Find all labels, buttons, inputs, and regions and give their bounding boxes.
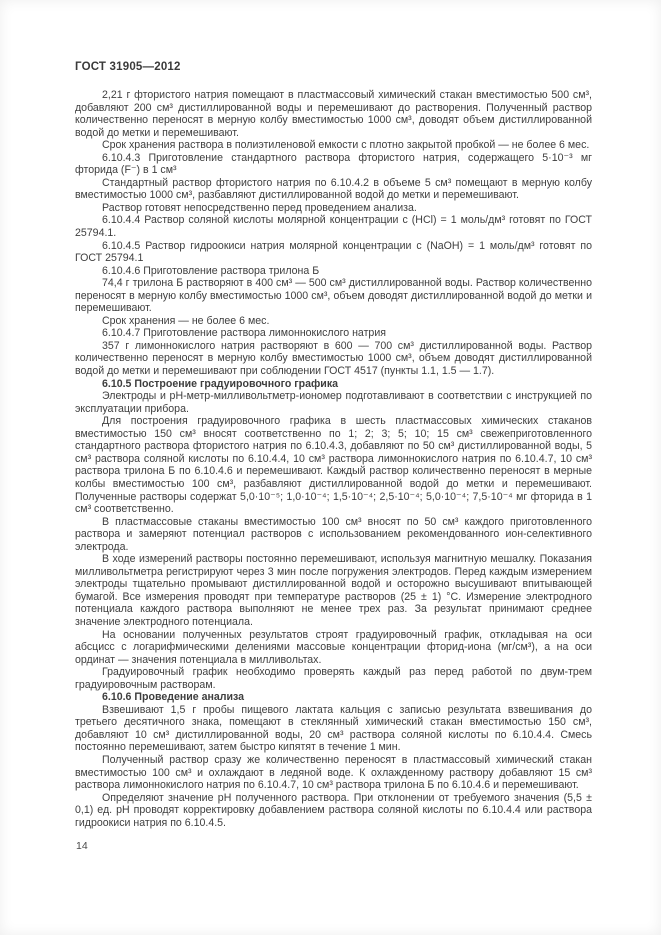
paragraph: 2,21 г фтористого натрия помещают в пластмассовый химический стакан вместимостью 500 см³, добавляют 200 см³ дистиллированной воды и перемешивают до растворения. Полученный раствор количественно переносят в мерную колбу вместимостью 1000 см³, доводят объем дистиллированной водой до метки и перемешивают. (75, 89, 592, 139)
section-heading: 6.10.5 Построение градуировочного графика (102, 377, 339, 390)
paragraph: Градуировочный график необходимо проверять каждый раз перед работой по двум-трем градуировочным растворам. (75, 666, 592, 691)
paragraph: Стандартный раствор фтористого натрия по 6.10.4.2 в объеме 5 см³ помещают в мерную колбу вместимостью 1000 см³, разбавляют дистиллированной водой до метки и перемешивают. (75, 176, 592, 202)
paragraph: Срок хранения раствора в полиэтиленовой емкости с плотно закрытой пробкой — не более 6 мес. (102, 139, 590, 152)
paragraph: 6.10.4.7 Приготовление раствора лимоннокислого натрия (102, 327, 386, 340)
document-body (75, 89, 592, 829)
paragraph: Для построения градуировочного графика в шесть пластмассовых химических стаканов вместимостью 150 см³ вносят соответственно по 1; 2; 3; 5; 10; 15 см³ свежеприготовленного стандартного раствора фтористого натрия по 6.10.4.3, добавляют по 50 см³ дистиллированной воды, 5 см³ раствора соляной кислоты по 6.10.4.4, 10 см³ раствора лимоннокислого натрия по 6.10.4.7, 10 см³ раствора трилона Б по 6.10.4.6 и перемешивают. Каждый раствор количественно переносят в мерные колбы вместимостью 100 см³, разбавляют дистиллированной водой до метки и перемешивают. Полученные растворы содержат 5,0·10⁻⁵; 1,0·10⁻⁴; 1,5·10⁻⁴; 2,5·10⁻⁴; 5,0·10⁻⁴; 7,5·10⁻⁴ мг фторида в 1 см³ соответственно. (75, 415, 592, 516)
paragraph: 6.10.4.4 Раствор соляной кислоты молярной концентрации с (HCl) = 1 моль/дм³ готовят по ГОСТ 25794.1. (75, 214, 592, 240)
paragraph: Электроды и рН-метр-милливольтметр-иономер подготавливают в соответствии с инструкцией по эксплуатации прибора. (75, 390, 592, 415)
paragraph: Взвешивают 1,5 г пробы пищевого лактата кальция с записью результата взвешивания до третьего десятичного знака, помещают в стеклянный химический стакан вместимостью 150 см³, добавляют 10 см³ дистиллированной воды, 20 см³ раствора соляной кислоты по 6.10.4.4. Смесь постоянно перемешивают, затем быстро кипятят в течение 1 мин. (75, 703, 592, 754)
paragraph: На основании полученных результатов строят градуировочный график, откладывая на оси абсцисс с логарифмическими делениями массовые концентрации фторид-иона (мг/см³), а на оси ординат — значения потенциала в милливольтах. (75, 628, 592, 666)
paragraph: 6.10.4.3 Приготовление стандартного раствора фтористого натрия, содержащего 5·10⁻³ мг фторида (F⁻) в 1 см³ (75, 151, 592, 177)
paragraph: Определяют значение рН полученного раствора. При отклонении от требуемого значения (5,5 ± 0,1) ед. рН проводят корректировку добавлением раствора соляной кислоты по 6.10.4.4 или раствора гидроокиси натрия по 6.10.4.5. (75, 791, 592, 829)
paragraph: 74,4 г трилона Б растворяют в 400 см³ — 500 см³ дистиллированной воды. Раствор количественно переносят в мерную колбу вместимостью 1000 см³, объем доводят дистиллированной водой до метки и перемешивают. (75, 277, 592, 315)
paragraph: 6.10.4.5 Раствор гидроокиси натрия молярной концентрации с (NaOH) = 1 моль/дм³ готовят по ГОСТ 25794.1 (75, 239, 592, 265)
section-heading: 6.10.6 Проведение анализа (102, 691, 245, 704)
paragraph: Раствор готовят непосредственно перед проведением анализа. (102, 201, 417, 214)
document-header: ГОСТ 31905—2012 (75, 61, 181, 73)
paragraph: Срок хранения — не более 6 мес. (102, 314, 270, 327)
page-number: 14 (76, 840, 88, 852)
paragraph: 6.10.4.6 Приготовление раствора трилона Б (102, 264, 320, 277)
paragraph: Полученный раствор сразу же количественно переносят в пластмассовый химический стакан вместимостью 100 см³ и охлаждают в ледяной воде. К охлажденному раствору добавляют 15 см³ раствора лимоннокислого натрия по 6.10.4.7, 10 см³ раствора трилона Б по 6.10.4.6 и перемешивают. (75, 753, 592, 792)
paragraph: В ходе измерений растворы постоянно перемешивают, используя магнитную мешалку. Показания милливольтметра регистрируют через 3 мин после погружения электродов. Перед каждым измерением электроды тщательно промывают дистиллированной водой и осторожно высушивают впитывающей бумагой. Все измерения проводят при температуре растворов (25 ± 1) °С. Измерение электродного потенциала каждого раствора выполняют не менее трех раз. За результат принимают среднее значение электродного потенциала. (75, 553, 592, 628)
paragraph: 357 г лимоннокислого натрия растворяют в 600 — 700 см³ дистиллированной воды. Раствор количественно переносят в мерную колбу вместимостью 1000 см³, объем доводят дистиллированной водой до метки и перемешивают при соблюдении ГОСТ 4517 (пункты 1.1, 1.5 — 1.7). (75, 339, 592, 378)
paragraph: В пластмассовые стаканы вместимостью 100 см³ вносят по 50 см³ каждого приготовленного раствора и замеряют потенциал растворов с использованием рекомендованного ион-селективного электрода. (75, 515, 592, 553)
